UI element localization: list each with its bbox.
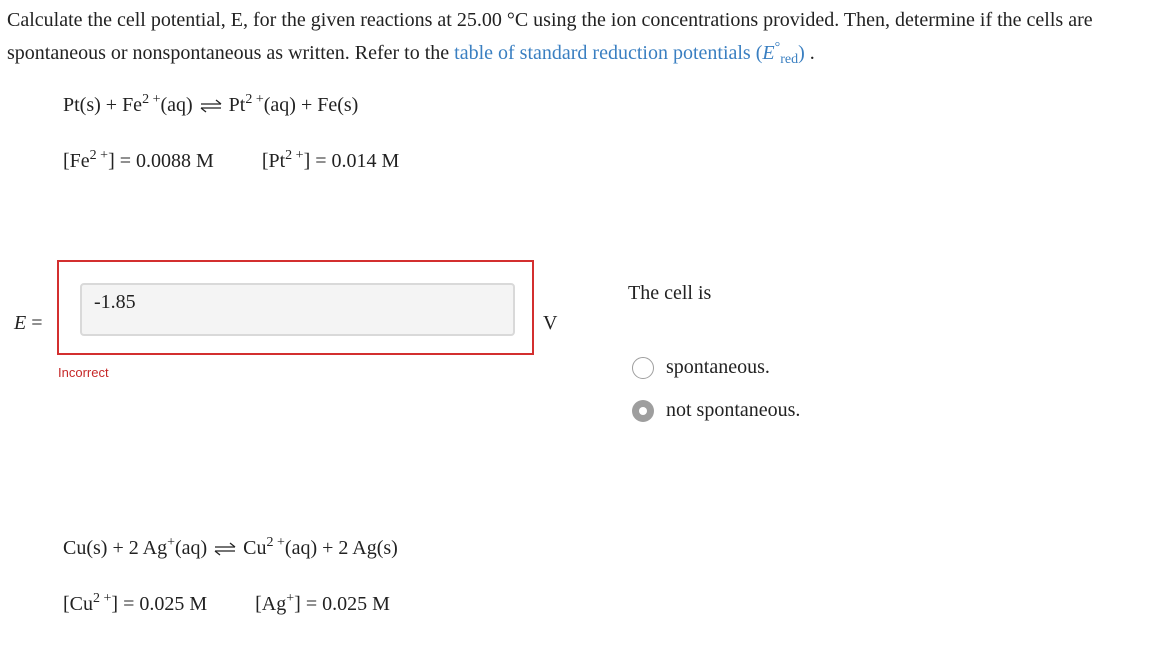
reduction-potentials-link[interactable]: table of standard reduction potentials $(E^\circ_{red})$ bbox=[454, 40, 805, 67]
reaction1-equation: $Pt(s) + Fe^{2 +}(aq) Pt^{2 +}(aq) + Fe(s)$ bbox=[63, 92, 359, 116]
e-label: E = bbox=[14, 312, 43, 334]
cell-potential-input[interactable] bbox=[80, 283, 515, 336]
unit-label: V bbox=[543, 312, 558, 334]
feedback-incorrect: Incorrect bbox=[58, 365, 109, 380]
pt-concentration: $[Pt^{2 +}] = 0.014$ M bbox=[261, 148, 400, 172]
answer-box bbox=[57, 260, 534, 355]
ag-concentration: [Ag+] = 0.025 M bbox=[255, 591, 390, 615]
equilibrium-arrow-icon bbox=[214, 542, 236, 556]
instructions-trailing: . bbox=[809, 42, 815, 64]
fe-concentration: $[Fe^{2 +}] = 0.0088$ M bbox=[63, 148, 214, 172]
reaction1-concentrations bbox=[63, 150, 399, 173]
reaction2-equation: Cu(s) + 2 Ag+(aq) $Cu^{2 +}(aq) + 2$ Ag(s) bbox=[63, 535, 398, 559]
cu-concentration: $[Cu^{2 +}] = 0.025$ M bbox=[63, 591, 208, 615]
option-spontaneous[interactable]: spontaneous. bbox=[632, 356, 770, 379]
reaction2-concentrations bbox=[63, 593, 390, 616]
radio-selected-icon[interactable] bbox=[632, 400, 654, 422]
cell-is-label: The cell is bbox=[628, 282, 712, 304]
instructions-text: Calculate the cell potential, E, for the given reactions at 25.00 °C using the ion concentrations provided. Then, determine if the cells are spontaneous or nonspontaneous as written. Refer to the bbox=[7, 9, 1093, 64]
radio-unselected-icon[interactable] bbox=[632, 357, 654, 379]
question-instructions bbox=[7, 4, 1165, 72]
option-not-spontaneous[interactable]: not spontaneous. bbox=[632, 399, 800, 422]
equilibrium-arrow-icon bbox=[200, 99, 222, 113]
